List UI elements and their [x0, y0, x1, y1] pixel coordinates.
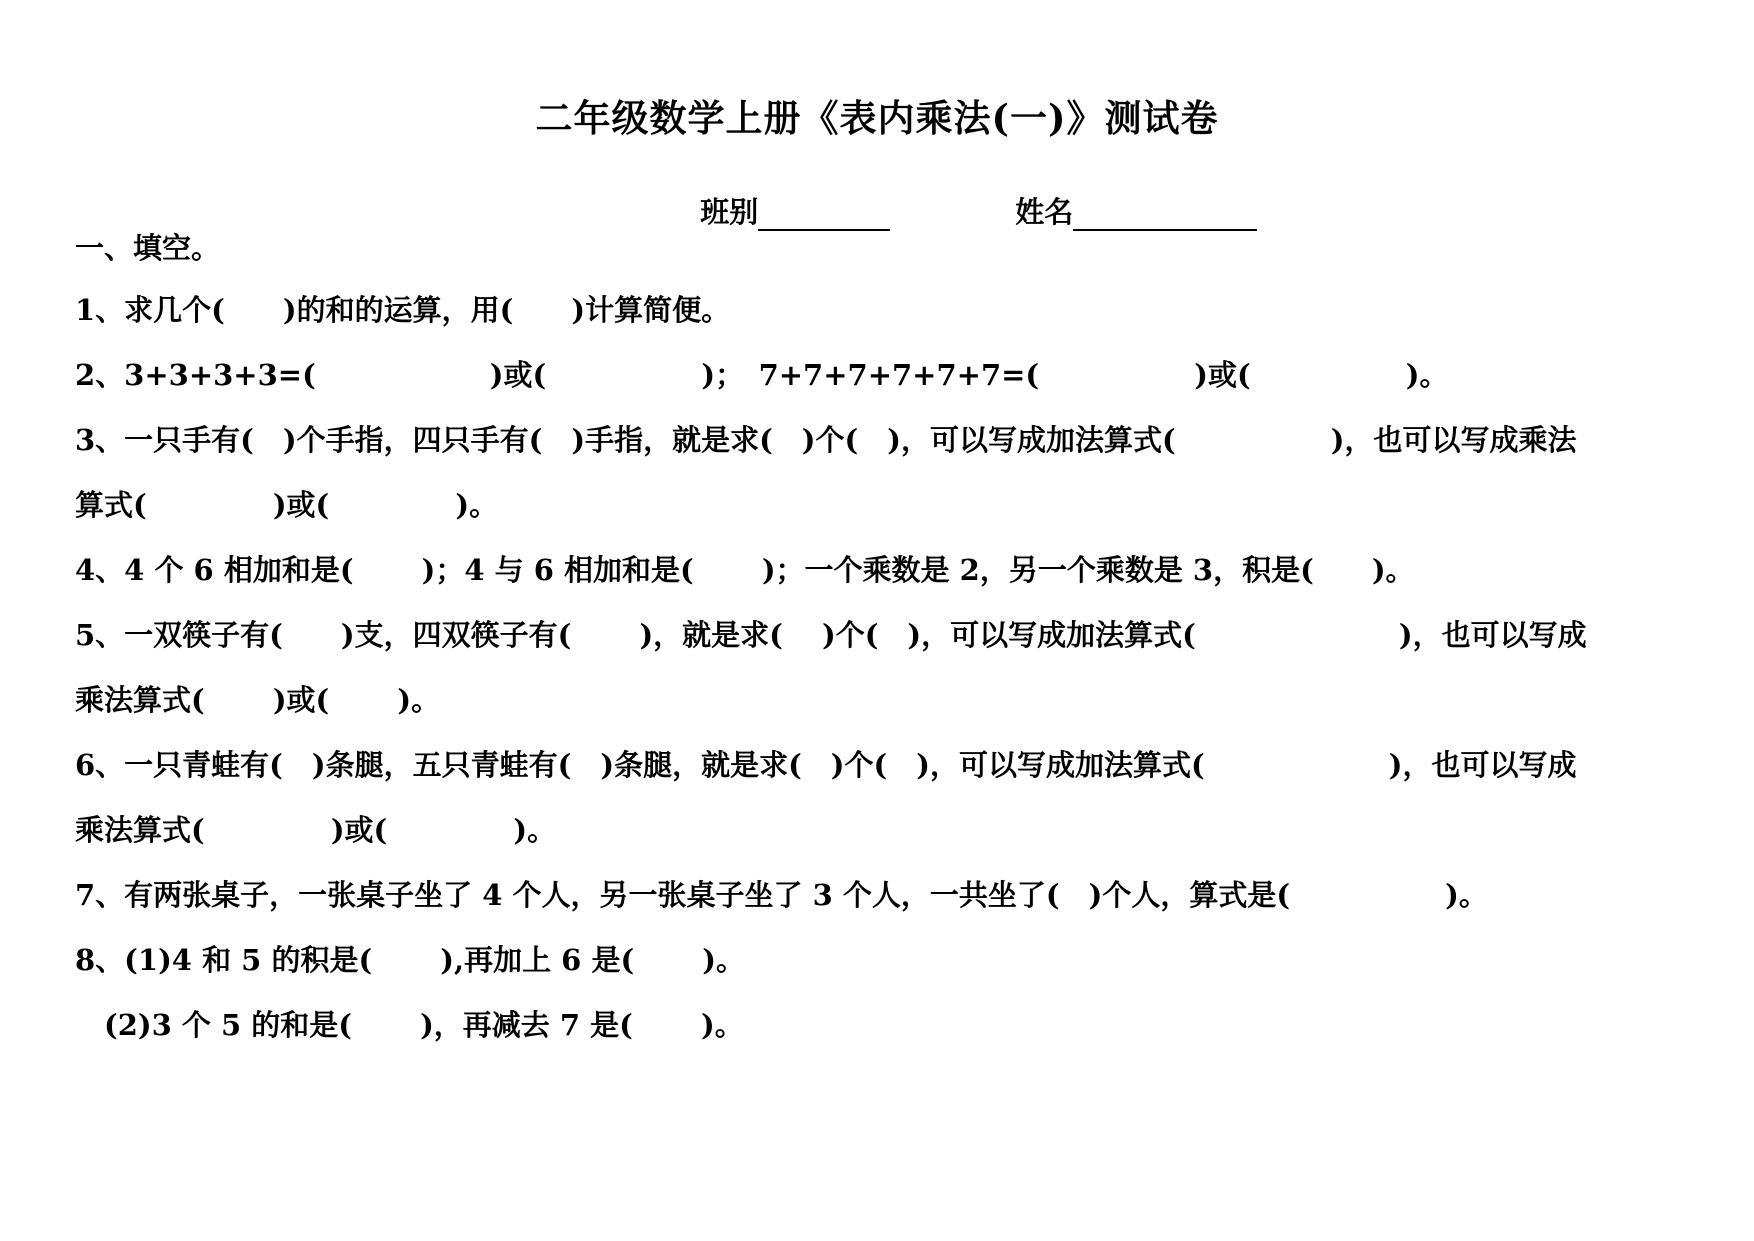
name-blank[interactable] [1073, 199, 1257, 231]
name-field[interactable] [995, 156, 1257, 231]
question-3[interactable]: 3、一只手有( )个手指，四只手有( )手指，就是求( )个( )，可以写成加法算式( )，也可以写成乘法 [75, 423, 1577, 457]
question-8-part-1[interactable]: 8、(1)4 和 5 的积是( ),再加上 6 是( )。 [75, 943, 745, 977]
class-label: 班别 [700, 195, 759, 229]
name-label: 姓名 [1015, 195, 1074, 229]
question-1[interactable]: 1、求几个( )的和的运算，用( )计算简便。 [75, 293, 731, 327]
question-5-cont[interactable]: 乘法算式( )或( )。 [75, 683, 441, 717]
question-8-part-2[interactable]: (2)3 个 5 的和是( )，再减去 7 是( )。 [75, 1008, 744, 1042]
question-3-cont[interactable]: 算式( )或( )。 [75, 488, 499, 522]
class-blank[interactable] [758, 199, 890, 231]
question-7[interactable]: 7、有两张桌子，一张桌子坐了 4 个人，另一张桌子坐了 3 个人，一共坐了( )个人，算式是( )。 [75, 878, 1488, 912]
question-2[interactable]: 2、3+3+3+3=( )或( )； 7+7+7+7+7+7=( )或( )。 [75, 358, 1449, 392]
question-6-cont[interactable]: 乘法算式( )或( )。 [75, 813, 557, 847]
class-field[interactable] [680, 156, 890, 231]
question-6[interactable]: 6、一只青蛙有( )条腿，五只青蛙有( )条腿，就是求( )个( )，可以写成加法算式( )，也可以写成 [75, 748, 1577, 782]
section-heading: 一、填空。 [75, 231, 221, 265]
question-5[interactable]: 5、一双筷子有( )支，四双筷子有( )，就是求( )个( )，可以写成加法算式( )，也可以写成 [75, 618, 1587, 652]
question-4[interactable]: 4、4 个 6 相加和是( )；4 与 6 相加和是( )；一个乘数是 2，另一个乘数是 3，积是( )。 [75, 553, 1415, 587]
page-title: 二年级数学上册《表内乘法(一)》测试卷 [535, 96, 1219, 140]
